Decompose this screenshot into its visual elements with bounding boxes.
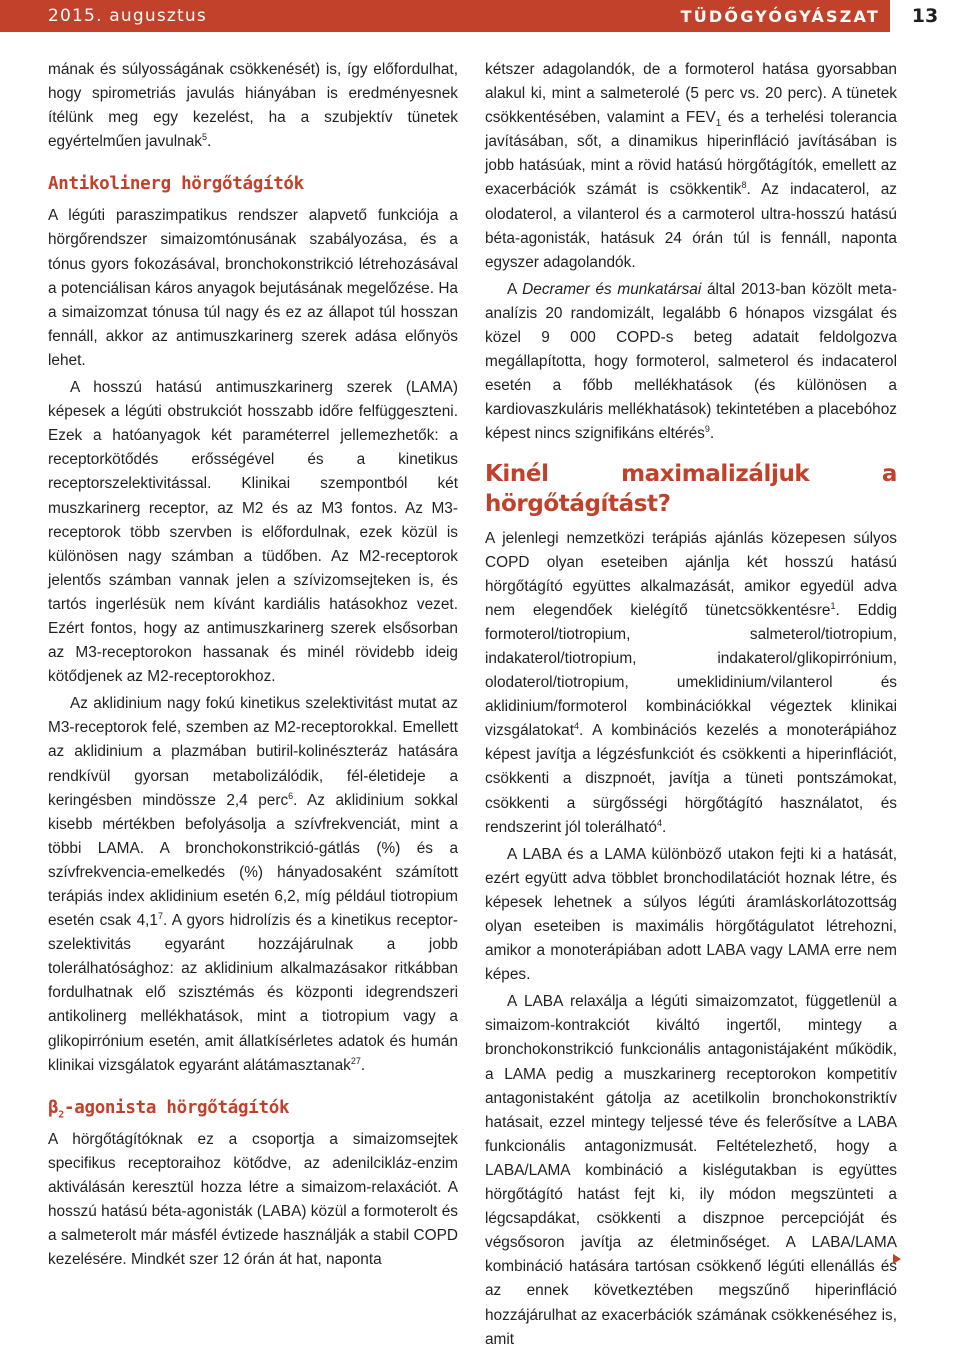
paragraph: A jelenlegi nemzetközi terápiás ajánlás közepesen súlyos COPD olyan eseteiben ajánlja két hosszú hatású hörgőtágító együttes alkalmazását, amikor egyedül adva nem elegendőek kielégítő tünetcsökkentésre$^1$. Eddig formoterol/tiotropium, salmeterol/tiotropium, indakaterol/tiotropium, indakaterol/glikopirrónium, olodaterol/tiotropium, umeklidinium/vilanterol és aklidinium/formoterol kombinációkkal végeztek klinikai vizsgálatokat$^4$. A kombinációs kezelés a monoterápiához képest javítja a légzésfunkciót és csökkenti a hiperinflációt, csökkenti a diszpnoét, javítja a tüneti pontszámokat, csökkenti a sürgősségi hörgőtágító használatot, és rendszerint jól tolerálható$^4$.: [485, 529, 898, 836]
paragraph: A LABA és a LAMA különböző utakon fejti ki a hatását, ezért együtt adva többlet bronchodilatációt hoznak létre, és képesek lehetnek a súlyos légúti áramláskorlátozottság olyan eseteiben is maximális hörgőtágulatot létrehozni, amikor a monoterápiában adott LABA vagy LAMA erre nem képes.: [485, 845, 897, 984]
section-heading-anticholinergic: Antikolinerg hörgőtágítók: [48, 174, 304, 195]
page-number: 13: [911, 5, 939, 27]
right-column: [485, 58, 897, 1352]
paragraph: mának és súlyosságának csökkenését) is, így előfordulhat, hogy spirometriás javulás hiányában is eredményesnek ítélünk meg egy kezelést, ha a szubjektív tünetek egyértelműen javulnak$^5$.: [48, 61, 458, 151]
section-heading-maximize-bronchodilation: Kinél maximalizáljuk a hörgőtágítást?: [485, 460, 897, 517]
section-heading-beta2-agonist: $\beta_2$-agonista hörgőtágítók: [48, 1097, 290, 1121]
reference: 8: [741, 180, 747, 191]
paragraph: Az aklidinium nagy fokú kinetikus szelektivitást mutat az M3-receptorok felé, szemben az M2-receptorokkal. Emellett az aklidinium a plazmában butiril-kolinészteráz hatására rendkívül gyorsan metabolizálódik, fél-életideje a keringésben mindössze 2,4 perc$^6$. Az aklidinium sokkal kisebb mértékben befolyásolja a szívfrekvenciát, mint a többi LAMA. A bronchokonstrikció-gátlás (%) és a szívfrekvencia-emelkedés (%) hányadosaként számított terápiás index aklidinium esetén 6,2, míg például tiotropium esetén csak $4,1^7$. A gyors hidrolízis és a kinetikus receptor-szelektivitás egyaránt hozzájárulnak a jobb tolerálhatósághoz: az aklidinium alkalmazásakor ritkábban fordulhatnak elő szisztémás és központi idegrendszeri antikolinerg mellékhatások, mint a tiotropium vagy a glikopirrónium esetén, amit állatkísérletes adatok és humán klinikai vizsgálatok egyaránt alátámasztanak$^{27}$.: [48, 695, 458, 1074]
paragraph: A Decramer és munkatársai által 2013-ban közölt meta-analízis 20 randomizált, legalább 6 hónapos vizsgálat és közel 9 000 COPD-s beteg adatait feldolgozva megállapította, hogy formoterol, salmeterol és indacaterol esetén a főbb mellékhatások (és különösen a kardiovaszkuláris mellékhatások) tekintetében a placebóhoz képest nincs szignifikáns eltérés$^9$.: [485, 280, 897, 443]
section-title: TÜDŐGYÓGYÁSZAT: [680, 6, 880, 26]
paragraph: A hörgőtágítóknak ez a csoportja a simaizomsejtek specifikus receptoraihoz kötődve, az adenilcikláz-enzim aktiválásán keresztül hozza létre a simaizom-relaxációt. A hosszú hatású béta-agonisták (LABA) közül a formoterolt és a salmeterolt már másfél évtizede használják a stabil COPD kezelésére. Mindkét szer 12 órán át hat, naponta: [48, 1130, 458, 1269]
reference: 27: [350, 1055, 361, 1066]
reference: 5: [202, 132, 208, 143]
reference: 4: [656, 817, 662, 828]
paragraph: A hosszú hatású antimuszkarinerg szerek (LAMA) képesek a légúti obstrukciót hosszabb időre felfüggeszteni. Ezek a hatóanyagok két paraméterrel jellemezhetők: a receptorkötődés erősségével és a kinetikus receptorszelektivitással. Klinikai szempontból két muszkarinerg receptor, az M2 és az M3 fontos. Az M3-receptorok több szervben is előfordulnak, ezek közül is különösen nagy számban a tüdőben. Az M2-receptorok jelentős számban vannak jelen a szívizomsejteken is, és tartós ingerlésük nem kívánt kardiális hatásokhoz vezet. Ezért fontos, hogy az antimuszkarinerg szerek elsősorban az M3-receptorokon hassanak és minél rövidebb ideig kötődjenek az M2-receptorokhoz.: [48, 379, 458, 686]
paragraph: A LABA relaxálja a légúti simaizomzatot, függetlenül a simaizom-kontrakciót kiváltó ingertől, mintegy a bronchokonstrikció funkcionális antagonistájaként működik, a LAMA pedig a muszkarinerg receptorokon kompetitív antagonistaként gátolja az acetilkolin bronchokonstriktív hatásait, ezzel mintegy teljessé téve és felerősítve a LABA funkcionális antagonizmusát. Feltételezhető, hogy a LABA/LAMA kombináció a kislégutakban is együttes hörgőtágító hatást fejt ki, ily módon megszünteti a légcsapdákat, csökkenti a diszpnoe percepcióját és végsősoron javítja az életminőséget. A LABA/LAMA kombináció hatására tartósan csökkenő légúti ellenállás és az ennek következtében megszűnő hiperinfláció hozzájárulhat az exacerbációk számának csökkenéséhez is, amit: [485, 993, 897, 1348]
page-header: [0, 0, 890, 32]
reference: 9: [704, 424, 710, 435]
continue-arrow-icon: [893, 1254, 901, 1264]
reference: 4: [573, 721, 579, 732]
left-column: [48, 58, 458, 1272]
reference: 6: [288, 790, 294, 801]
reference: 7: [157, 910, 163, 921]
reference: 1: [830, 600, 836, 611]
paragraph: kétszer adagolandók, de a formoterol hatása gyorsabban alakul ki, mint a salmeterolé (5 perc vs. 20 perc). A tünetek csökkentésében, valamint a $FEV_1$ és a terhelési tolerancia javításában, sőt, a dinamikus hiperinfláció javításában is jobb hatásúak, mint a rövid hatású hörgőtágítók, emellett az exacerbációk számát is csökkentik$^8$. Az indacaterol, az olodaterol, a vilanterol és a carmoterol ultra-hosszú hatású béta-agonisták, hatásuk 24 órán túl is fennáll, naponta egyszer adagolandók.: [485, 61, 897, 271]
paragraph: A légúti paraszimpatikus rendszer alapvető funkciója a hörgőrendszer simaizomtónusának szabályozása, és a tónus gyors fokozásával, bronchokonstrikció létrehozásával a potenciálisan káros anyagok bejutásának megelőzése. Ha a simaizomzat tónusa túl nagy és ez az állapot túl hosszan fennáll, akkor az antimuszkarinerg szerek adása előnyös lehet.: [48, 207, 458, 369]
issue-date: 2015. augusztus: [48, 6, 207, 26]
